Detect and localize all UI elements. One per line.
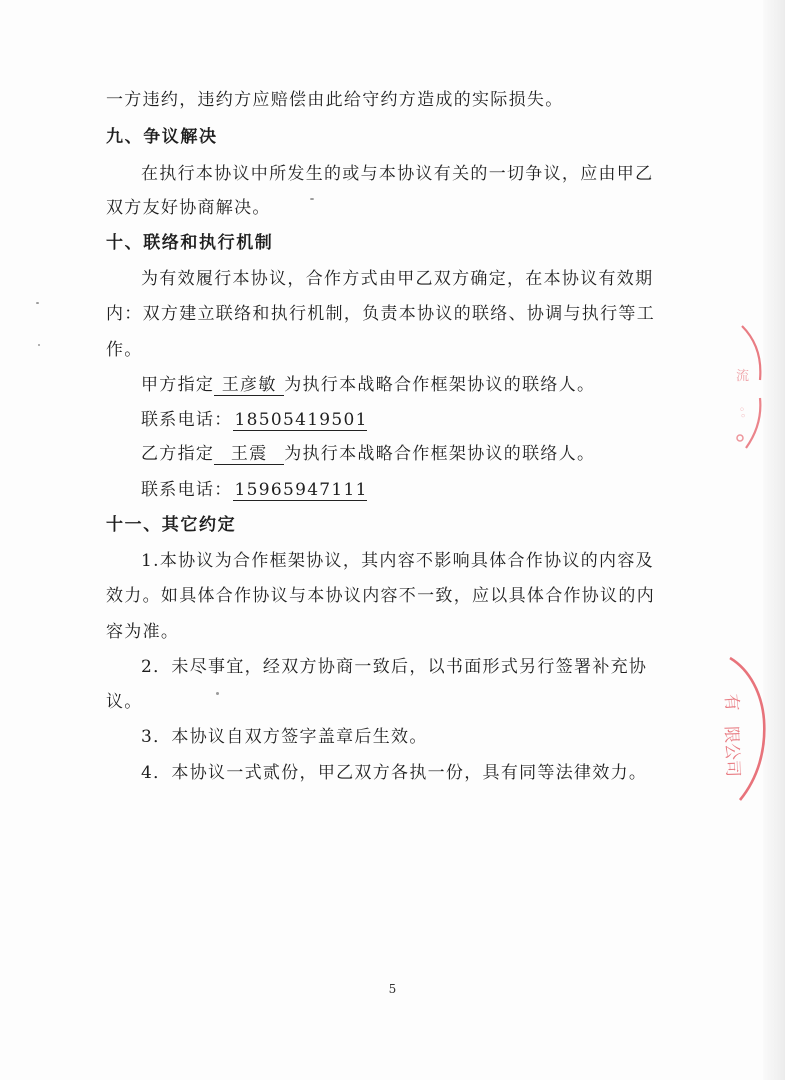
paragraph-line: 议。 (106, 692, 143, 712)
scan-speck (216, 692, 219, 695)
svg-text:◦◦: ◦◦ (734, 405, 750, 421)
section-heading-10: 十、联络和执行机制 (106, 233, 274, 253)
scan-edge-shadow (763, 0, 785, 1080)
contact-prefix: 乙方指定 (141, 444, 215, 464)
phone-number-field: 15965947111 (234, 480, 368, 500)
scan-speck (310, 198, 314, 200)
paragraph-line: 在执行本协议中所发生的或与本协议有关的一切争议，应由甲乙 (141, 164, 654, 184)
contact-name-field: 王震 (214, 444, 284, 465)
paragraph-line: 2．未尽事宜，经双方协商一致后，以书面形式另行签署补充协 (141, 657, 648, 677)
svg-text:流: 流 (736, 369, 750, 384)
contact-phone-b (141, 479, 367, 501)
contact-suffix: 为执行本战略合作框架协议的联络人。 (284, 444, 596, 464)
paragraph-line: 效力。如具体合作协议与本协议内容不一致，应以具体合作协议的内 (106, 586, 655, 606)
paragraph-line: 4．本协议一式贰份，甲乙双方各执一份，具有同等法律效力。 (141, 763, 648, 783)
paragraph-line: 双方友好协商解决。 (106, 198, 271, 218)
seal-text: 限公司 (720, 725, 743, 778)
section-heading-11: 十一、其它约定 (106, 515, 237, 535)
paragraph-line: 为有效履行本协议，合作方式由甲乙双方确定，在本协议有效期 (141, 269, 654, 289)
paragraph-line: 3．本协议自双方签字盖章后生效。 (141, 727, 428, 747)
page-number: 5 (388, 982, 397, 996)
paragraph-line: 容为准。 (106, 622, 180, 642)
phone-label: 联系电话： (141, 410, 233, 430)
contact-phone-a (141, 409, 367, 431)
contact-prefix: 甲方指定 (141, 375, 215, 395)
seal-text: 有 (720, 693, 742, 712)
phone-number-field: 18505419501 (234, 410, 368, 430)
phone-label: 联系电话： (141, 480, 233, 500)
contact-party-a (141, 374, 595, 396)
contact-party-b (141, 443, 595, 465)
paragraph-line: 1.本协议为合作框架协议，其内容不影响具体合作协议的内容及 (141, 551, 654, 571)
contact-name-field: 王彦敏 (214, 375, 284, 396)
section-heading-9: 九、争议解决 (106, 127, 218, 147)
scan-speck (38, 344, 40, 346)
paragraph-line: 一方违约，违约方应赔偿由此给守约方造成的实际损失。 (106, 90, 564, 110)
seal-stamp-upper (722, 318, 782, 458)
seal-stamp-lower (718, 650, 782, 810)
contact-suffix: 为执行本战略合作框架协议的联络人。 (284, 375, 596, 395)
paragraph-line: 内：双方建立联络和执行机制，负责本协议的联络、协调与执行等工 (106, 304, 655, 324)
scan-speck (36, 302, 39, 304)
paragraph-line: 作。 (106, 340, 143, 360)
